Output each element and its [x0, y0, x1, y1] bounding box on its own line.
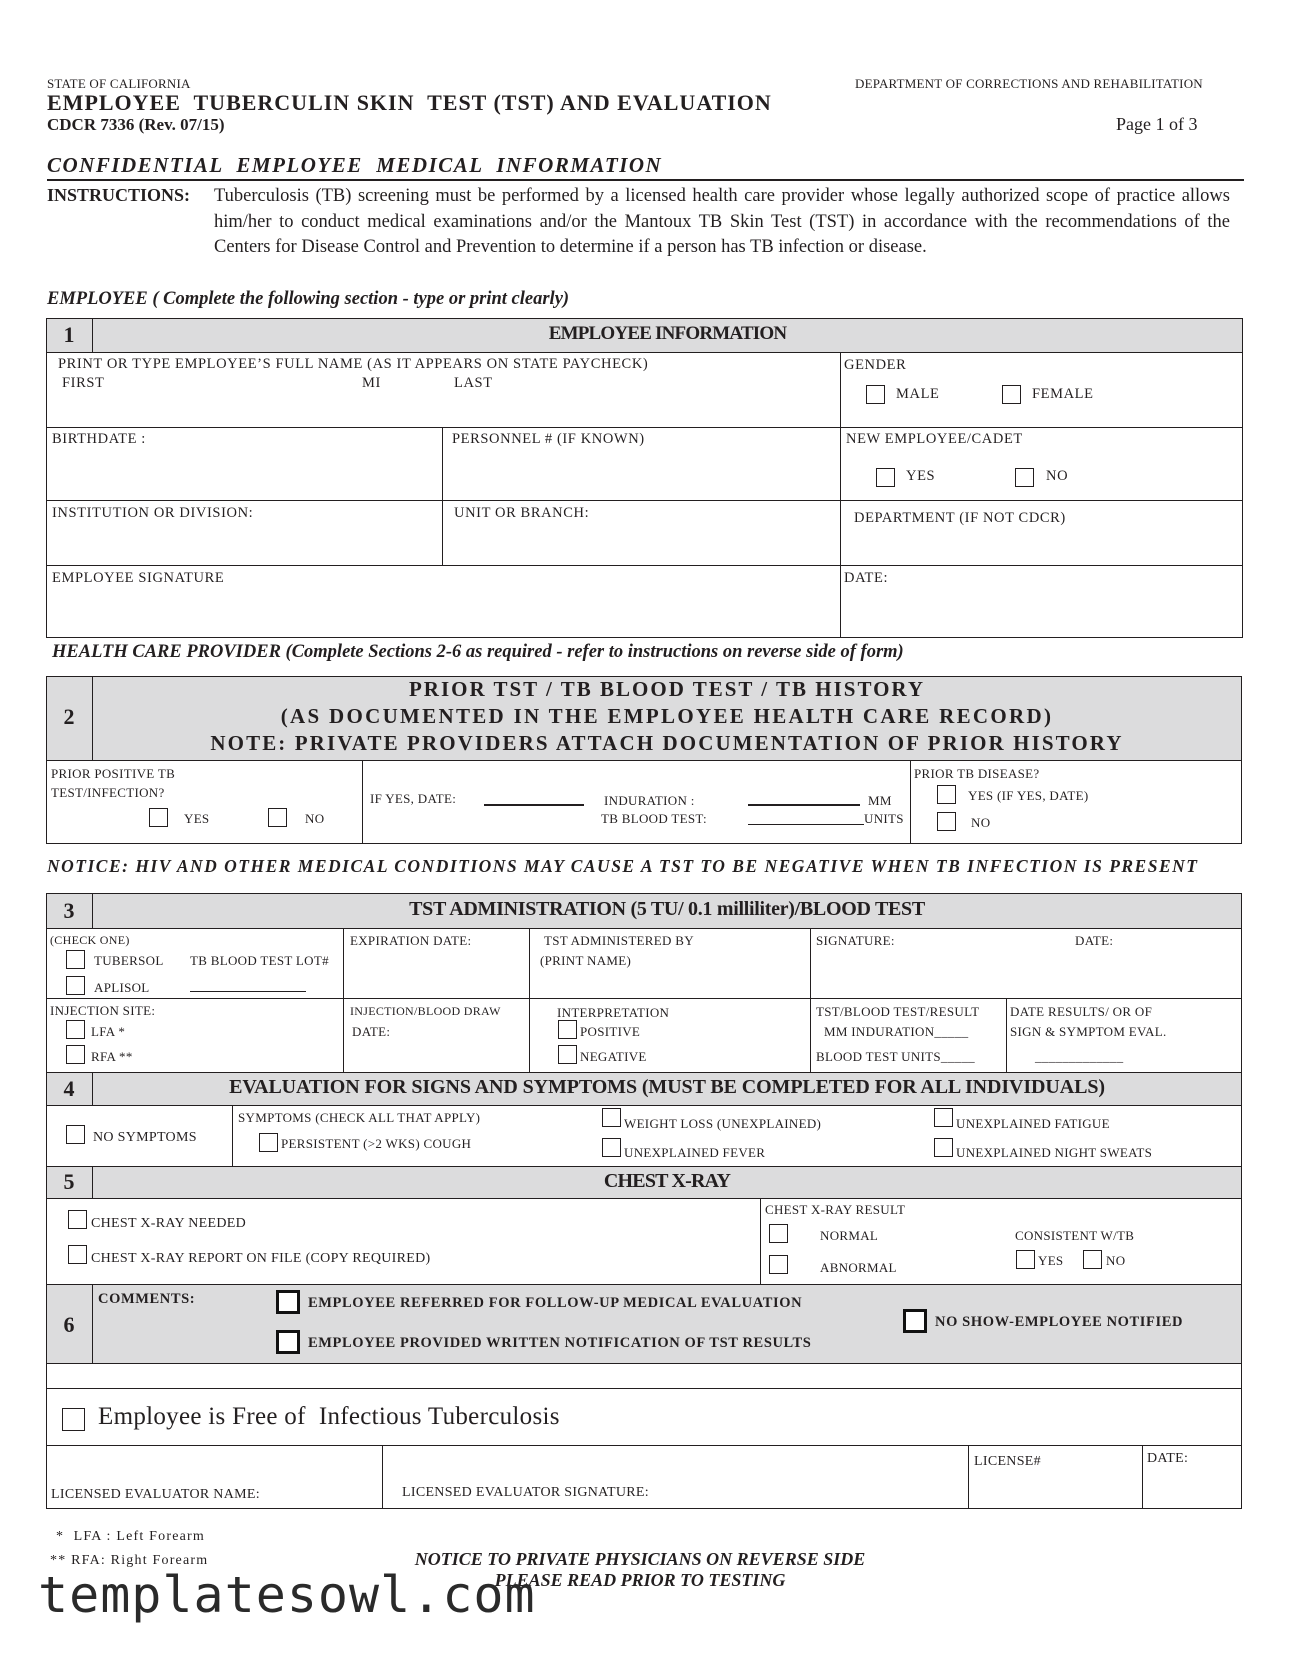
unit-label: UNIT OR BRANCH:: [454, 505, 590, 521]
xray-on-file-label: CHEST X-RAY REPORT ON FILE (COPY REQUIRED): [91, 1251, 431, 1266]
night-sweats-checkbox[interactable]: [934, 1138, 953, 1157]
consistent-yes-checkbox[interactable]: [1016, 1250, 1035, 1269]
section1-title: EMPLOYEE INFORMATION: [548, 323, 787, 344]
no-show-label: NO SHOW-EMPLOYEE NOTIFIED: [935, 1314, 1184, 1330]
consistent-yes-label: YES: [1038, 1253, 1064, 1268]
mm-label: MM: [868, 793, 892, 808]
notification-label: EMPLOYEE PROVIDED WRITTEN NOTIFICATION OF TST RESULTS: [308, 1335, 812, 1351]
no-show-checkbox[interactable]: [903, 1309, 927, 1333]
hiv-notice: NOTICE: HIV AND OTHER MEDICAL CONDITIONS MAY CAUSE A TST TO BE NEGATIVE WHEN TB INFECTION IS PRESENT: [47, 856, 1199, 876]
lfa-checkbox[interactable]: [66, 1020, 85, 1039]
evaluator-date-label: DATE:: [1147, 1451, 1189, 1466]
new-employee-yes-checkbox[interactable]: [876, 468, 895, 487]
free-of-tb-label: Employee is Free of Infectious Tuberculosis: [98, 1403, 560, 1430]
institution-label: INSTITUTION OR DIVISION:: [52, 505, 254, 521]
eval-col1: [382, 1445, 383, 1509]
induration-line[interactable]: [748, 804, 860, 806]
section5-number: 5: [63, 1169, 75, 1194]
xray-on-file-checkbox[interactable]: [68, 1245, 87, 1264]
free-of-tb-checkbox[interactable]: [62, 1408, 85, 1431]
read-prior-notice: PLEASE READ PRIOR TO TESTING: [494, 1570, 786, 1590]
rfa-checkbox[interactable]: [66, 1045, 85, 1064]
section2-title1: PRIOR TST / TB BLOOD TEST / TB HISTORY: [408, 677, 926, 701]
birthdate-label: BIRTHDATE :: [52, 431, 146, 447]
expiration-label: EXPIRATION DATE:: [350, 933, 472, 948]
evaluator-name-label: LICENSED EVALUATOR NAME:: [51, 1487, 260, 1502]
department-field-label: DEPARTMENT (IF NOT CDCR): [854, 510, 1066, 526]
prior-positive-no-checkbox[interactable]: [268, 808, 287, 827]
prior-disease-yes-label: YES (IF YES, DATE): [968, 788, 1089, 803]
form-title: EMPLOYEE TUBERCULIN SKIN TEST (TST) AND EVALUATION: [47, 90, 772, 115]
last-label: LAST: [454, 375, 493, 391]
prior-disease-yes-checkbox[interactable]: [937, 785, 956, 804]
personnel-label: PERSONNEL # (IF KNOWN): [452, 431, 645, 447]
department-label: DEPARTMENT OF CORRECTIONS AND REHABILITATION: [855, 76, 1203, 91]
name-label: PRINT OR TYPE EMPLOYEE’S FULL NAME (AS IT APPEARS ON STATE PAYCHECK): [58, 356, 649, 372]
section3-number: 3: [63, 898, 75, 923]
comments-blank-row[interactable]: [46, 1363, 1242, 1389]
watermark: templatesowl.com: [38, 1566, 536, 1624]
section1-number: 1: [63, 322, 75, 347]
prior-positive-yes-checkbox[interactable]: [149, 808, 168, 827]
prior-disease-label: PRIOR TB DISEASE?: [914, 766, 1040, 781]
section2-title2: (AS DOCUMENTED IN THE EMPLOYEE HEALTH CARE RECORD): [280, 704, 1054, 728]
administered-by-label: TST ADMINISTERED BY: [544, 933, 694, 948]
units-label: UNITS: [864, 811, 904, 826]
s3-col2: [529, 928, 530, 1073]
s4-col: [232, 1105, 233, 1167]
section3-title: TST ADMINISTRATION (5 TU/ 0.1 milliliter)/BLOOD TEST: [409, 898, 925, 920]
s1-row-line2: [46, 500, 1243, 501]
weight-loss-label: WEIGHT LOSS (UNEXPLAINED): [624, 1116, 822, 1131]
s2-col2: [910, 760, 911, 844]
fatigue-label: UNEXPLAINED FATIGUE: [956, 1116, 1110, 1131]
print-name-label: (PRINT NAME): [540, 953, 632, 968]
symptoms-check-label: SYMPTOMS (CHECK ALL THAT APPLY): [238, 1110, 481, 1125]
lot-line[interactable]: [190, 991, 306, 992]
first-label: FIRST: [62, 375, 105, 391]
fever-checkbox[interactable]: [602, 1138, 621, 1157]
lfa-footnote: * LFA : Left Forearm: [56, 1529, 205, 1544]
male-label: MALE: [896, 386, 940, 402]
s1-row-line1: [46, 427, 1243, 428]
new-employee-yes-label: YES: [906, 468, 936, 484]
confidential-label: CONFIDENTIAL EMPLOYEE MEDICAL INFORMATION: [47, 153, 663, 177]
employee-date-label: DATE:: [844, 570, 889, 586]
s3-date-label: DATE:: [1075, 933, 1114, 948]
cough-checkbox[interactable]: [259, 1133, 278, 1152]
aplisol-checkbox[interactable]: [66, 976, 85, 995]
positive-label: POSITIVE: [580, 1024, 641, 1039]
prior-disease-no-label: NO: [971, 815, 991, 830]
s1-col-line-right: [840, 352, 841, 638]
s3-signature-label: SIGNATURE:: [816, 933, 895, 948]
employee-section-label: EMPLOYEE ( Complete the following section - type or print clearly): [47, 289, 570, 309]
section5-title: CHEST X-RAY: [603, 1170, 731, 1192]
cough-label: PERSISTENT (>2 WKS) COUGH: [281, 1136, 472, 1151]
s1-row-line3: [46, 565, 1243, 566]
sign-eval-label: SIGN & SYMPTOM EVAL.: [1010, 1024, 1167, 1039]
comments-label: COMMENTS:: [98, 1291, 196, 1307]
page-number: Page 1 of 3: [1116, 114, 1198, 134]
negative-label: NEGATIVE: [580, 1049, 647, 1064]
injection-date-label: DATE:: [352, 1024, 391, 1039]
instructions-label: INSTRUCTIONS:: [47, 185, 191, 205]
mm-induration-label: MM INDURATION_____: [824, 1024, 969, 1039]
eval-col3: [1142, 1445, 1143, 1509]
tubersol-label: TUBERSOL: [94, 953, 164, 968]
prior-positive-yes-label: YES: [184, 811, 210, 826]
section2-title3: NOTE: PRIVATE PROVIDERS ATTACH DOCUMENTATION OF PRIOR HISTORY: [210, 731, 1124, 755]
s5-col: [760, 1198, 761, 1285]
normal-label: NORMAL: [820, 1228, 879, 1243]
result-label: TST/BLOOD TEST/RESULT: [816, 1004, 980, 1019]
instructions-text: Tuberculosis (TB) screening must be performed by a licensed health care provider whose legally authorized scope of practice allows him/her to conduct medical examinations and/or the Mantoux TB Skin Test (TST) in accordance with the recommendations of the Centers for Disease Control and Prevention to determine if a person has TB infection or disease.: [214, 186, 1230, 257]
fatigue-checkbox[interactable]: [934, 1108, 953, 1127]
injection-draw-label: INJECTION/BLOOD DRAW: [350, 1004, 501, 1018]
night-sweats-label: UNEXPLAINED NIGHT SWEATS: [956, 1145, 1153, 1160]
section4-title: EVALUATION FOR SIGNS AND SYMPTOMS (MUST BE COMPLETED FOR ALL INDIVIDUALS): [229, 1076, 1105, 1098]
s3-col1: [343, 928, 344, 1073]
abnormal-checkbox[interactable]: [769, 1255, 788, 1274]
physician-notice: NOTICE TO PRIVATE PHYSICIANS ON REVERSE SIDE: [414, 1549, 866, 1569]
employee-signature-label: EMPLOYEE SIGNATURE: [52, 570, 225, 586]
injection-site-label: INJECTION SITE:: [50, 1003, 156, 1018]
mi-label: MI: [362, 375, 381, 391]
rfa-label: RFA **: [91, 1049, 133, 1064]
tb-blood-test-label: TB BLOOD TEST:: [601, 811, 707, 826]
s1-col-line-mid: [442, 427, 443, 565]
s2-col1: [362, 760, 363, 844]
consistent-no-label: NO: [1106, 1253, 1126, 1268]
consistent-label: CONSISTENT W/TB: [1015, 1228, 1135, 1243]
prior-positive-label1: PRIOR POSITIVE TB: [51, 766, 176, 781]
date-results-line[interactable]: _____________: [1035, 1049, 1124, 1064]
referred-checkbox[interactable]: [276, 1290, 300, 1314]
male-checkbox[interactable]: [866, 385, 885, 404]
aplisol-label: APLISOL: [94, 980, 150, 995]
no-symptoms-label: NO SYMPTOMS: [93, 1130, 197, 1145]
s3-col4: [1006, 998, 1007, 1073]
gender-label: GENDER: [844, 357, 907, 373]
new-employee-label: NEW EMPLOYEE/CADET: [846, 431, 1023, 447]
section6-divider: [92, 1284, 93, 1364]
normal-checkbox[interactable]: [769, 1224, 788, 1243]
state-label: STATE OF CALIFORNIA: [47, 76, 191, 91]
negative-checkbox[interactable]: [558, 1045, 577, 1064]
rfa-footnote: ** RFA: Right Forearm: [50, 1553, 209, 1568]
s3-col3: [810, 928, 811, 1073]
female-checkbox[interactable]: [1002, 385, 1021, 404]
license-label: LICENSE#: [974, 1454, 1041, 1469]
blood-lot-label: TB BLOOD TEST LOT#: [190, 953, 329, 968]
tubersol-checkbox[interactable]: [66, 950, 85, 969]
blood-test-line[interactable]: [748, 824, 864, 825]
evaluator-signature-label: LICENSED EVALUATOR SIGNATURE:: [402, 1485, 649, 1500]
s3-row-line: [46, 998, 1242, 999]
weight-loss-checkbox[interactable]: [602, 1108, 621, 1127]
xray-result-label: CHEST X-RAY RESULT: [765, 1202, 906, 1217]
prior-disease-no-checkbox[interactable]: [937, 812, 956, 831]
notification-checkbox[interactable]: [276, 1330, 300, 1354]
fever-label: UNEXPLAINED FEVER: [624, 1145, 766, 1160]
female-label: FEMALE: [1032, 386, 1094, 402]
provider-section-label: HEALTH CARE PROVIDER (Complete Sections 2-6 as required - refer to instructions on reverse side of form): [52, 642, 904, 662]
eval-col2: [968, 1445, 969, 1509]
if-yes-date-line[interactable]: [484, 804, 584, 806]
prior-positive-label2: TEST/INFECTION?: [51, 785, 165, 800]
abnormal-label: ABNORMAL: [820, 1260, 897, 1275]
interpretation-label: INTERPRETATION: [557, 1005, 670, 1020]
new-employee-no-label: NO: [1046, 468, 1069, 484]
prior-positive-no-label: NO: [305, 811, 325, 826]
new-employee-no-checkbox[interactable]: [1015, 468, 1034, 487]
referred-label: EMPLOYEE REFERRED FOR FOLLOW-UP MEDICAL EVALUATION: [308, 1295, 803, 1311]
blood-units-label: BLOOD TEST UNITS_____: [816, 1049, 975, 1064]
date-results-label: DATE RESULTS/ OR OF: [1010, 1004, 1153, 1019]
section4-number: 4: [63, 1076, 75, 1101]
header-rule: [47, 179, 1244, 181]
no-symptoms-checkbox[interactable]: [66, 1125, 85, 1144]
xray-needed-checkbox[interactable]: [68, 1210, 87, 1229]
form-number: CDCR 7336 (Rev. 07/15): [47, 115, 225, 134]
consistent-no-checkbox[interactable]: [1083, 1250, 1102, 1269]
lfa-label: LFA *: [91, 1024, 126, 1039]
section6-number: 6: [63, 1312, 75, 1337]
section2-number: 2: [63, 704, 75, 729]
induration-label: INDURATION :: [604, 793, 695, 808]
xray-needed-label: CHEST X-RAY NEEDED: [91, 1216, 246, 1231]
check-one-label: (CHECK ONE): [50, 933, 130, 947]
positive-checkbox[interactable]: [558, 1020, 577, 1039]
if-yes-date-label: IF YES, DATE:: [370, 791, 457, 806]
